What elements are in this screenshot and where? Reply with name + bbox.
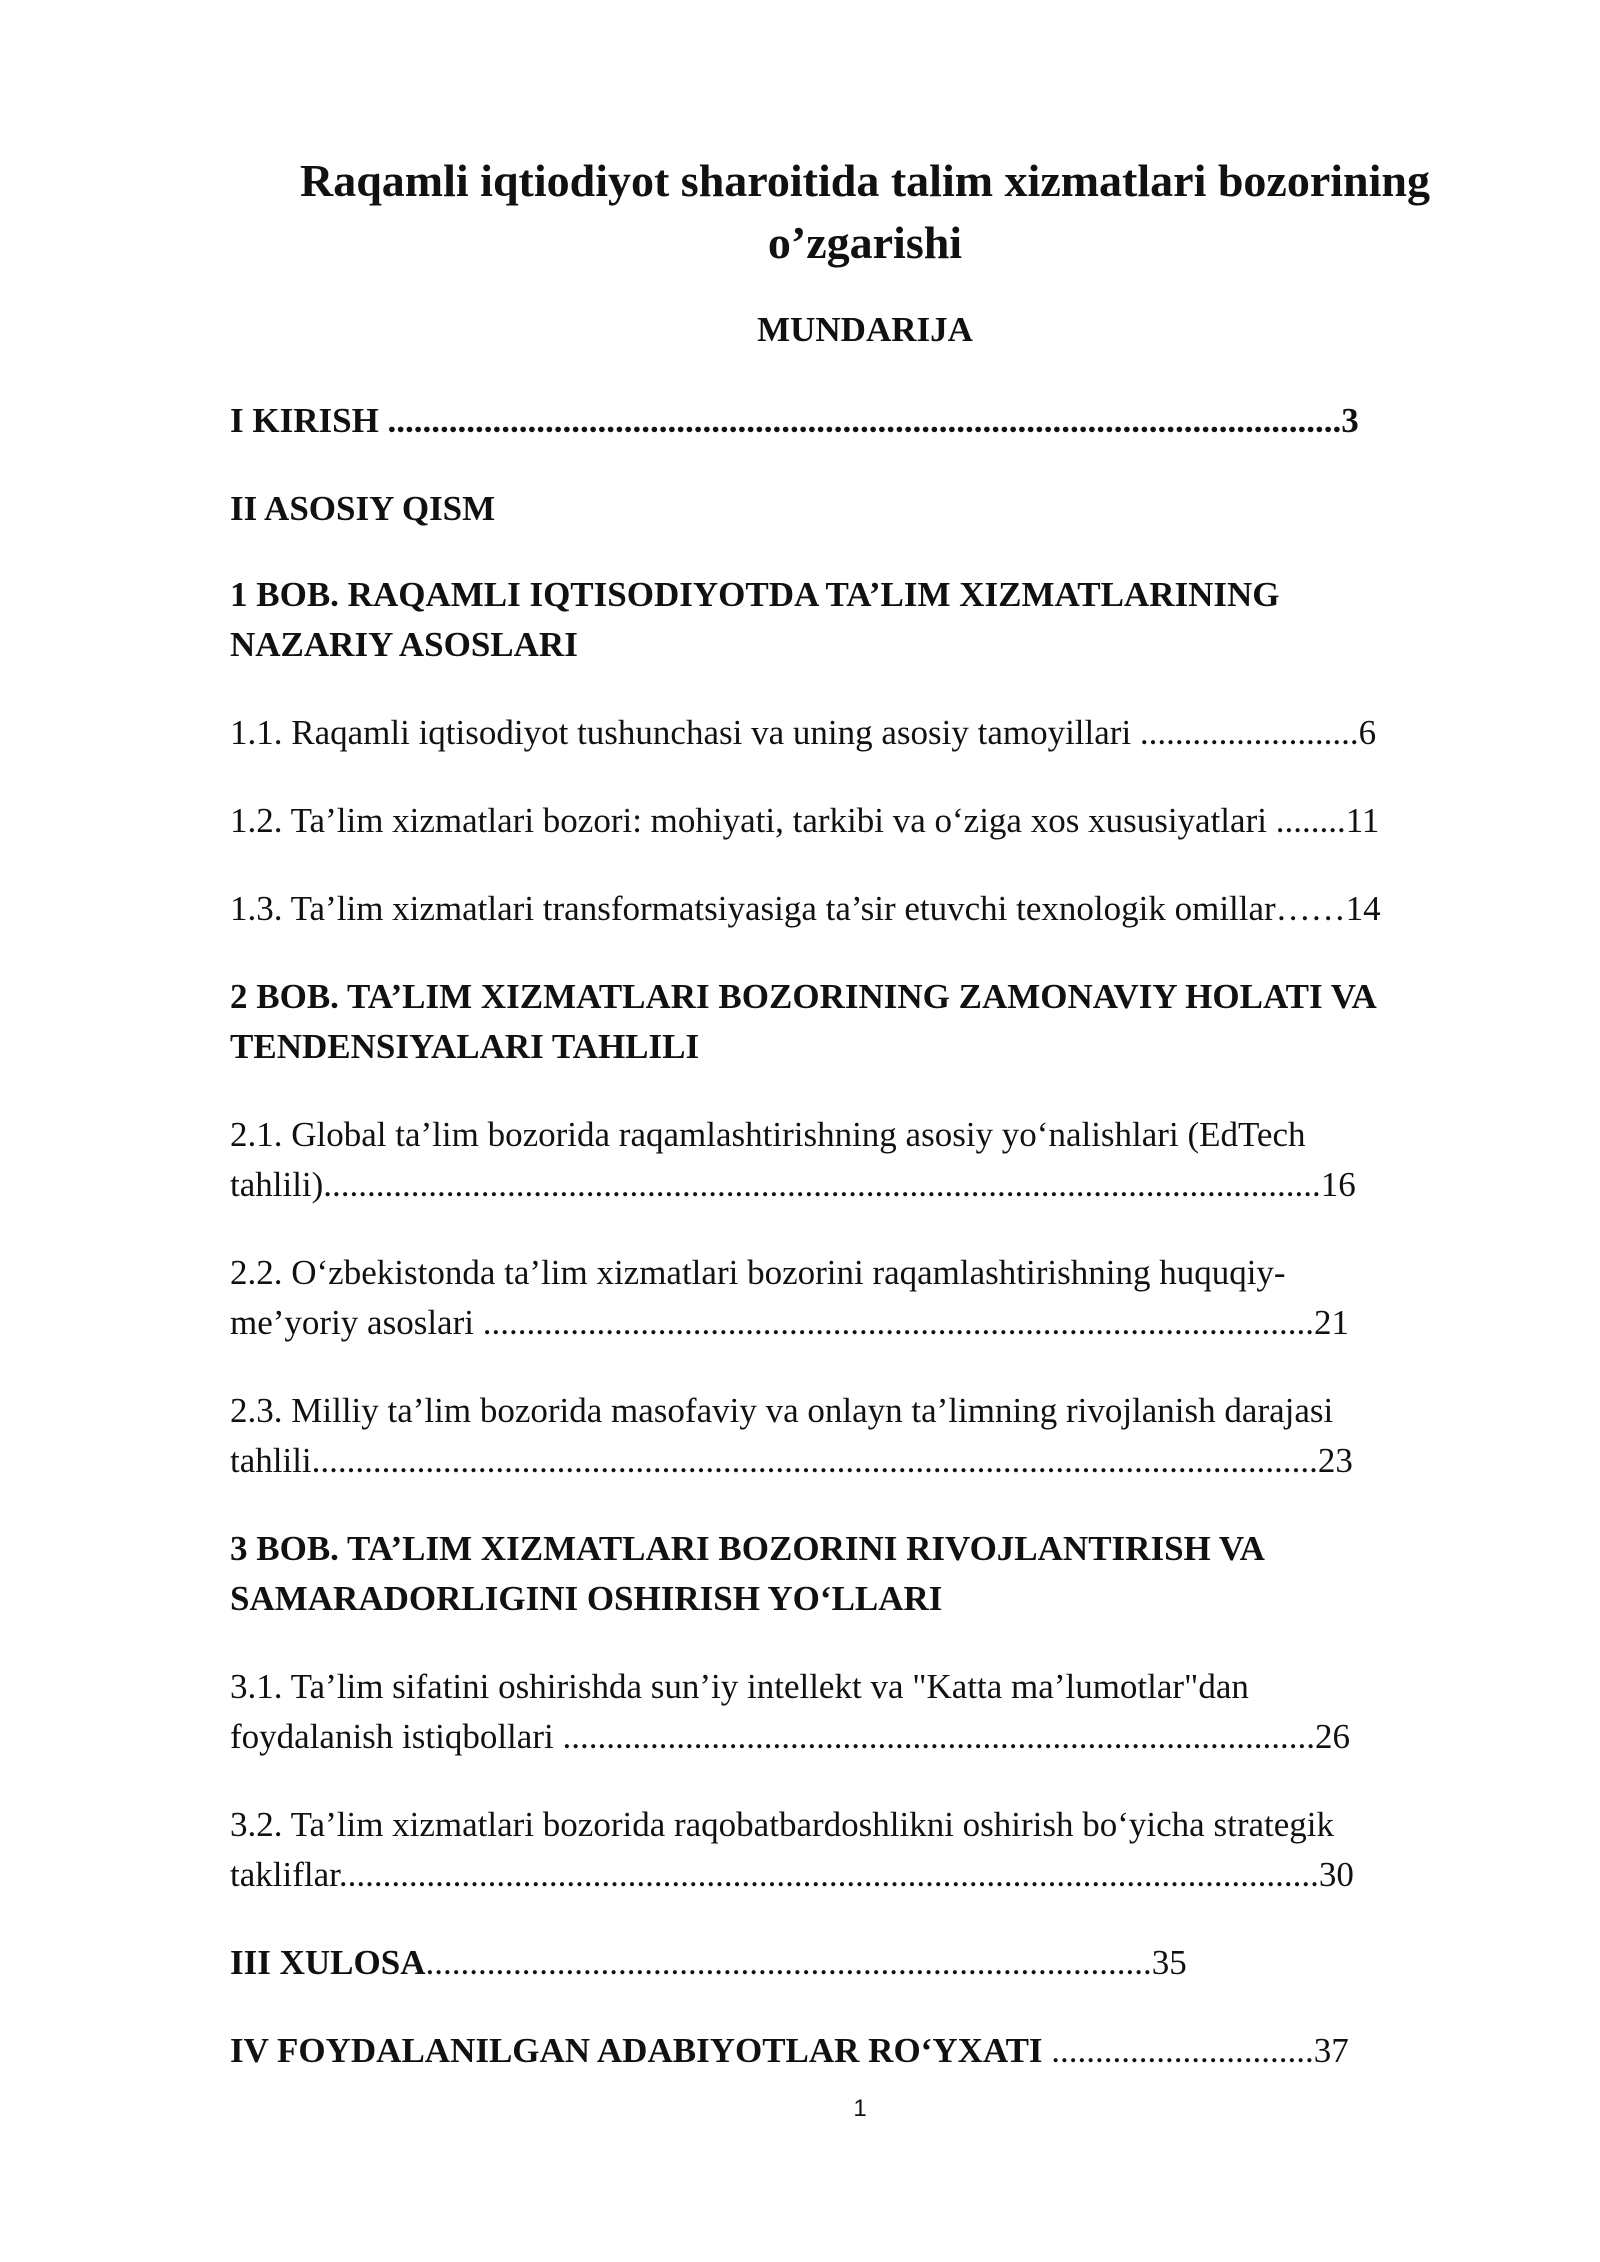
toc-entry-3-1-line-2[interactable]: foydalanish istiqbollari ......................................................................................26 xyxy=(230,1717,1350,1756)
toc-entry-2-3-line-2[interactable]: tahlili...................................................................................................................23 xyxy=(230,1441,1353,1480)
toc-entry-xulosa[interactable] xyxy=(230,1938,1187,1988)
toc-chapter-1-title-line-1[interactable]: 1 BOB. RAQAMLI IQTISODIYOTDA TA’LIM XIZMATLARINING xyxy=(230,575,1280,614)
toc-entry-1-1[interactable]: 1.1. Raqamli iqtisodiyot tushunchasi va uning asosiy tamoyillari .........................6 xyxy=(230,713,1377,752)
toc-entry-1-2[interactable]: 1.2. Ta’lim xizmatlari bozori: mohiyati, tarkibi va o‘ziga xos xususiyatlari ........11 xyxy=(230,801,1380,840)
toc-chapter-3-title-line-2[interactable]: SAMARADORLIGINI OSHIRISH YO‘LLARI xyxy=(230,1579,943,1618)
toc-chapter-1-title-line-2[interactable]: NAZARIY ASOSLARI xyxy=(230,625,578,664)
toc-entry-xulosa-label: III XULOSA xyxy=(230,1943,426,1982)
toc-entry-adabiyotlar[interactable] xyxy=(230,2026,1349,2076)
toc-entry-adabiyotlar-label: IV FOYDALANILGAN ADABIYOTLAR RO‘YXATI xyxy=(230,2031,1043,2070)
toc-chapter-3-title-line-1[interactable]: 3 BOB. TA’LIM XIZMATLARI BOZORINI RIVOJLANTIRISH VA xyxy=(230,1529,1265,1568)
toc-entry-3-1-line-1[interactable]: 3.1. Ta’lim sifatini oshirishda sun’iy intellekt va "Katta ma’lumotlar"dan xyxy=(230,1667,1249,1706)
toc-entry-3-2-line-2[interactable]: takliflar................................................................................................................30 xyxy=(230,1855,1354,1894)
toc-entry-2-1-line-1[interactable]: 2.1. Global ta’lim bozorida raqamlashtirishning asosiy yo‘nalishlari (EdTech xyxy=(230,1115,1306,1154)
toc-entry-kirish[interactable]: I KIRISH .............................................................................................................3 xyxy=(230,401,1359,440)
toc-entry-xulosa-leader: ...................................................................................35 xyxy=(425,1943,1187,1982)
toc-entry-1-3[interactable]: 1.3. Ta’lim xizmatlari transformatsiyasiga ta’sir etuvchi texnologik omillar……14 xyxy=(230,889,1381,928)
toc-entry-2-2-line-2[interactable]: me’yoriy asoslari ...............................................................................................21 xyxy=(230,1303,1349,1342)
document-title-line-1: Raqamli iqtiodiyot sharoitida talim xizmatlari bozorining xyxy=(299,155,1430,206)
page-number: 1 xyxy=(853,2095,867,2122)
toc-entry-2-3-line-1[interactable]: 2.3. Milliy ta’lim bozorida masofaviy va onlayn ta’limning rivojlanish darajasi xyxy=(230,1391,1334,1430)
toc-entry-adabiyotlar-leader: ..............................37 xyxy=(1042,2031,1349,2070)
toc-chapter-2-title-line-2[interactable]: TENDENSIYALARI TAHLILI xyxy=(230,1027,700,1066)
toc-chapter-2-title-line-1[interactable]: 2 BOB. TA’LIM XIZMATLARI BOZORINING ZAMONAVIY HOLATI VA xyxy=(230,977,1377,1016)
toc-entry-2-1-line-2[interactable]: tahlili)..................................................................................................................16 xyxy=(230,1165,1356,1204)
toc-section-asosiy-qism[interactable]: II ASOSIY QISM xyxy=(230,489,496,528)
document-title-line-2: o’zgarishi xyxy=(767,217,963,268)
toc-entry-3-2-line-1[interactable]: 3.2. Ta’lim xizmatlari bozorida raqobatbardoshlikni oshirish bo‘yicha strategik xyxy=(230,1805,1334,1844)
toc-heading: MUNDARIJA xyxy=(757,310,973,349)
toc-entry-2-2-line-1[interactable]: 2.2. O‘zbekistonda ta’lim xizmatlari bozorini raqamlashtirishning huquqiy- xyxy=(230,1253,1286,1292)
